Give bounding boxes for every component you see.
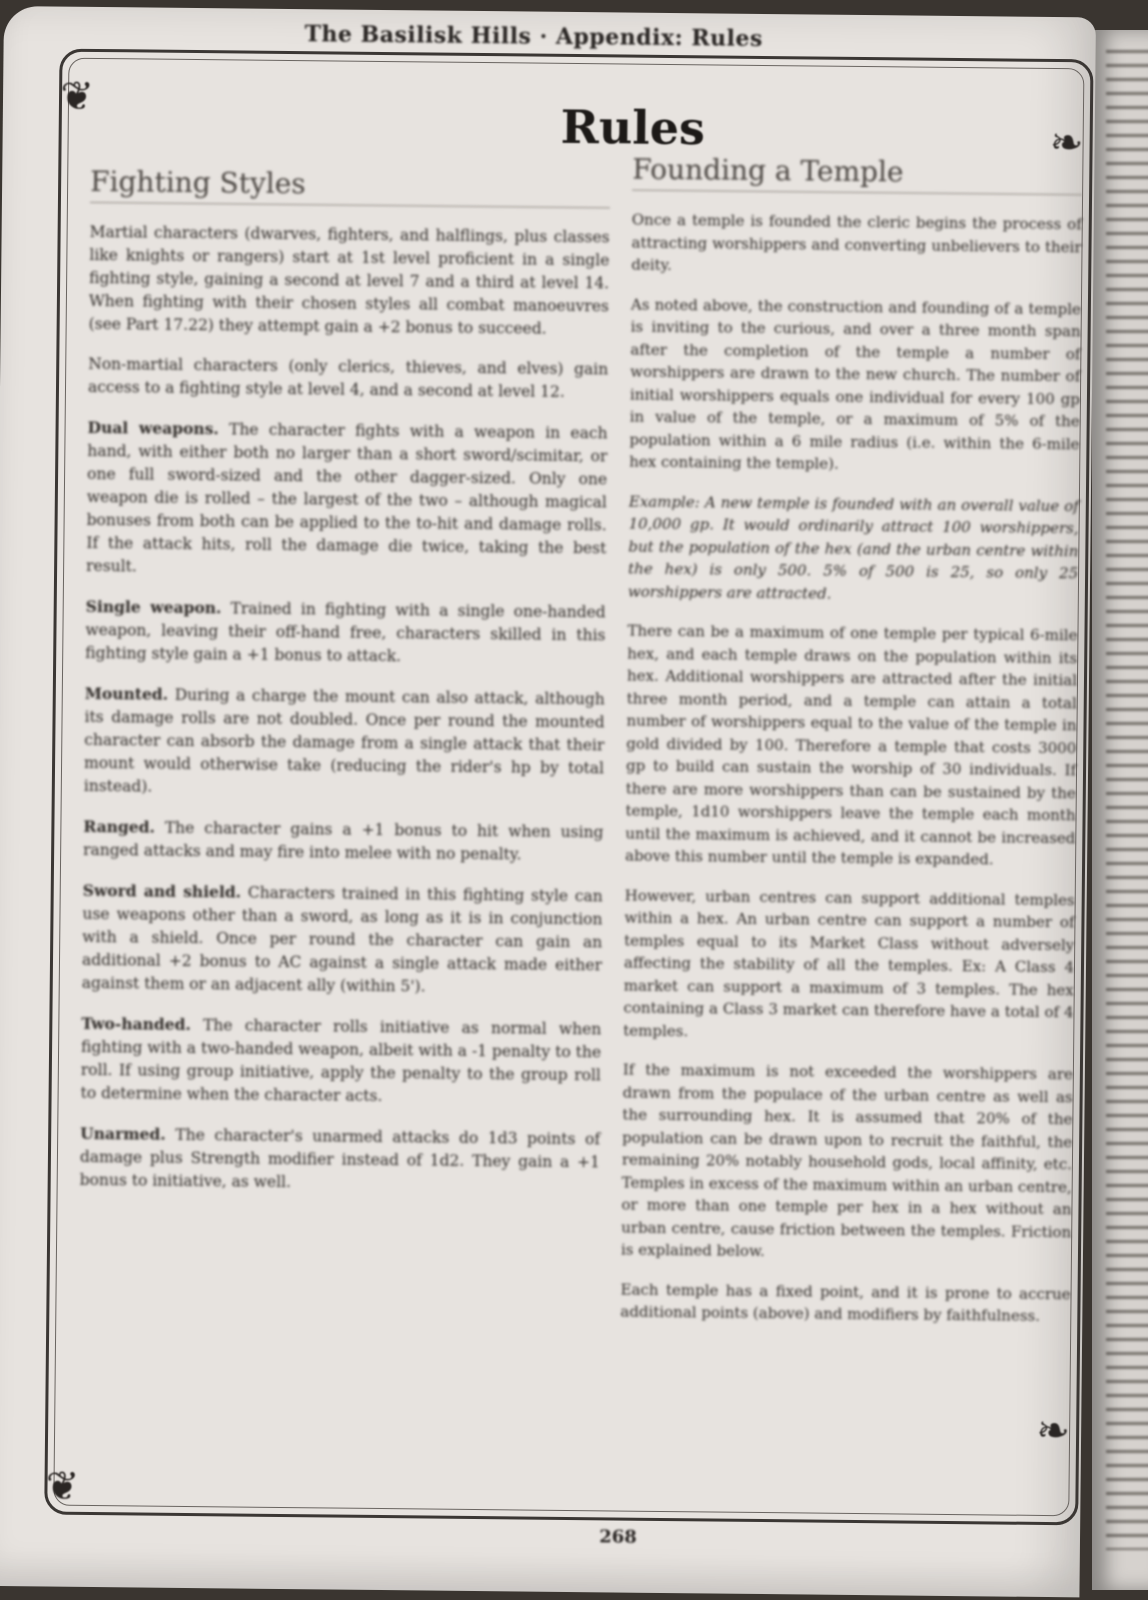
- style-entry: [85, 595, 606, 670]
- style-text: The character gains a +1 bonus to hit when using ranged attacks and may fire into melee with no penalty.: [83, 818, 604, 864]
- page-number: 268: [599, 1526, 637, 1548]
- style-entry: [80, 1122, 601, 1197]
- left-column: [79, 165, 610, 1214]
- style-entry: [84, 682, 605, 803]
- facing-page-edge: [1092, 30, 1148, 1590]
- style-entry: [80, 1012, 601, 1110]
- style-name: Two-handed.: [81, 1013, 191, 1035]
- style-entry: [83, 815, 603, 867]
- intro-paragraph: Non-martial characters (only clerics, thieves, and elves) gain access to a fighting style at level 4, and a second at level 12.: [87, 354, 609, 401]
- style-text: The character fights with a weapon in each hand, with either both no larger than a short sword/scimitar, or one full sword-sized and the other dagger-sized. Only one weapon die is rolled – the largest of the two – although magical bonuses from both can be applied to the to-hit and damage rolls. If the attack hits, roll the damage die twice, taking the best result.: [86, 420, 608, 576]
- style-entry: [82, 879, 603, 1000]
- section-heading-fighting-styles: Fighting Styles: [90, 165, 610, 208]
- style-name: Unarmed.: [80, 1123, 166, 1144]
- style-text: During a charge the mount can also attack, although its damage rolls are not doubled. Once per round the mounted character can absorb the damage from a single attack that their mount would otherwise take (reducing the rider's hp by total instead).: [83, 685, 605, 796]
- page-title: Rules: [560, 99, 706, 156]
- style-text: The character rolls initiative as normal when fighting with a two-handed weapon, albeit with a -1 penalty to the roll. If using group initiative, apply the penalty to the group roll to determine when the character acts.: [80, 1016, 602, 1106]
- style-name: Dual weapons.: [87, 417, 219, 439]
- body-paragraph: If the maximum is not exceeded the worshippers are drawn from the populace of the urban centre as well as the surrounding hex. It is assumed that 20% of the population can be drawn upon to recruit the faithful, the remaining 20% notably household gods, local affinity, etc. Temples in excess of the maximum within an urban centre, or more than one temple per hex in a hex without an urban centre, cause friction between the temples. Friction is explained below.: [620, 1060, 1073, 1261]
- style-entry: [86, 416, 608, 583]
- corner-ornament-top-left-icon: ❦: [60, 73, 95, 120]
- corner-ornament-bottom-left-icon: ❦: [45, 1463, 80, 1510]
- style-name: Single weapon.: [85, 596, 222, 618]
- style-name: Sword and shield.: [82, 880, 242, 902]
- style-text: Characters trained in this fighting style can use weapons other than a sword, as long as it is in conjunction with a shield. Once per round the character can gain an additional +2 bonus to AC against a single attack made either against them or an adjacent ally (within 5').: [81, 883, 603, 996]
- style-name: Ranged.: [83, 816, 155, 837]
- intro-paragraph: Martial characters (dwarves, fighters, and halflings, plus classes like knights or rangers) start at 1st level proficient in a single fighting style, gaining a second at level 7 and a third at level 14. When fighting with their chosen styles all combat manoeuvres (see Part 17.22) they attempt gain a +2 bonus to succeed.: [88, 222, 610, 338]
- style-text: Trained in fighting with a single one-handed weapon, leaving their off-hand free, characters skilled in this fighting style gain a +1 bonus to attack.: [85, 599, 606, 666]
- book-page: [0, 6, 1096, 1597]
- body-paragraph: However, urban centres can support additional temples within a hex. An urban centre can support a number of temples equal to its Market Class without adversely affecting the stability of all the temples. Ex: A Class 4 market can support a maximum of 3 temples. The hex containing a Class 3 market can therefore have a total of 4 temples.: [623, 886, 1075, 1040]
- body-paragraph: Each temple has a fixed point, and it is prone to accrue additional points (above) and modifiers by faithfulness.: [620, 1280, 1071, 1325]
- right-column: [620, 153, 1082, 1345]
- body-paragraph: As noted above, the construction and founding of a temple is inviting to the curious, and over a three month span after the completion of the temple a number of worshippers are drawn to the new church. The number of initial worshippers equals one individual for every 100 gp in value of the temple, or a maximum of 5% of the population within a 6 mile radius (i.e. within the 6-mile hex containing the temple).: [629, 295, 1081, 473]
- section-heading-founding-a-temple: Founding a Temple: [632, 153, 1082, 196]
- corner-ornament-bottom-right-icon: ❧: [1036, 1407, 1071, 1455]
- body-paragraph: There can be a maximum of one temple per typical 6-mile hex, and each temple draws on the population within its hex. Additional worshippers are attracted after the initial three month period, and a temple can attain a total number of worshippers equal to the value of the temple in gold divided by 100. Therefore a temple that costs 3000 gp to build can sustain the worship of 30 individuals. If there are more worshippers than can be sustained by the temple, 1d10 worshippers leave the temple each month until the maximum is achieved, and it cannot be increased above this number until the temple is expanded.: [625, 621, 1078, 869]
- corner-ornament-top-right-icon: ❧: [1049, 119, 1084, 167]
- style-text: The character's unarmed attacks do 1d3 points of damage plus Strength modifier instead of 1d2. They gain a +1 bonus to initiative, as well.: [79, 1125, 601, 1192]
- body-paragraph: Once a temple is founded the cleric begins the process of attracting worshippers and converting unbelievers to their deity.: [631, 210, 1082, 275]
- running-head: The Basilisk Hills · Appendix: Rules: [304, 21, 763, 52]
- style-name: Mounted.: [84, 683, 169, 704]
- example-paragraph: Example: A new temple is founded with an overall value of 10,000 gp. It would ordinarily attract 100 worshippers, but the population of the hex (and the urban centre within the hex) is only 500. 5% of 500 is 25, so only 25 worshippers are attracted.: [627, 492, 1079, 603]
